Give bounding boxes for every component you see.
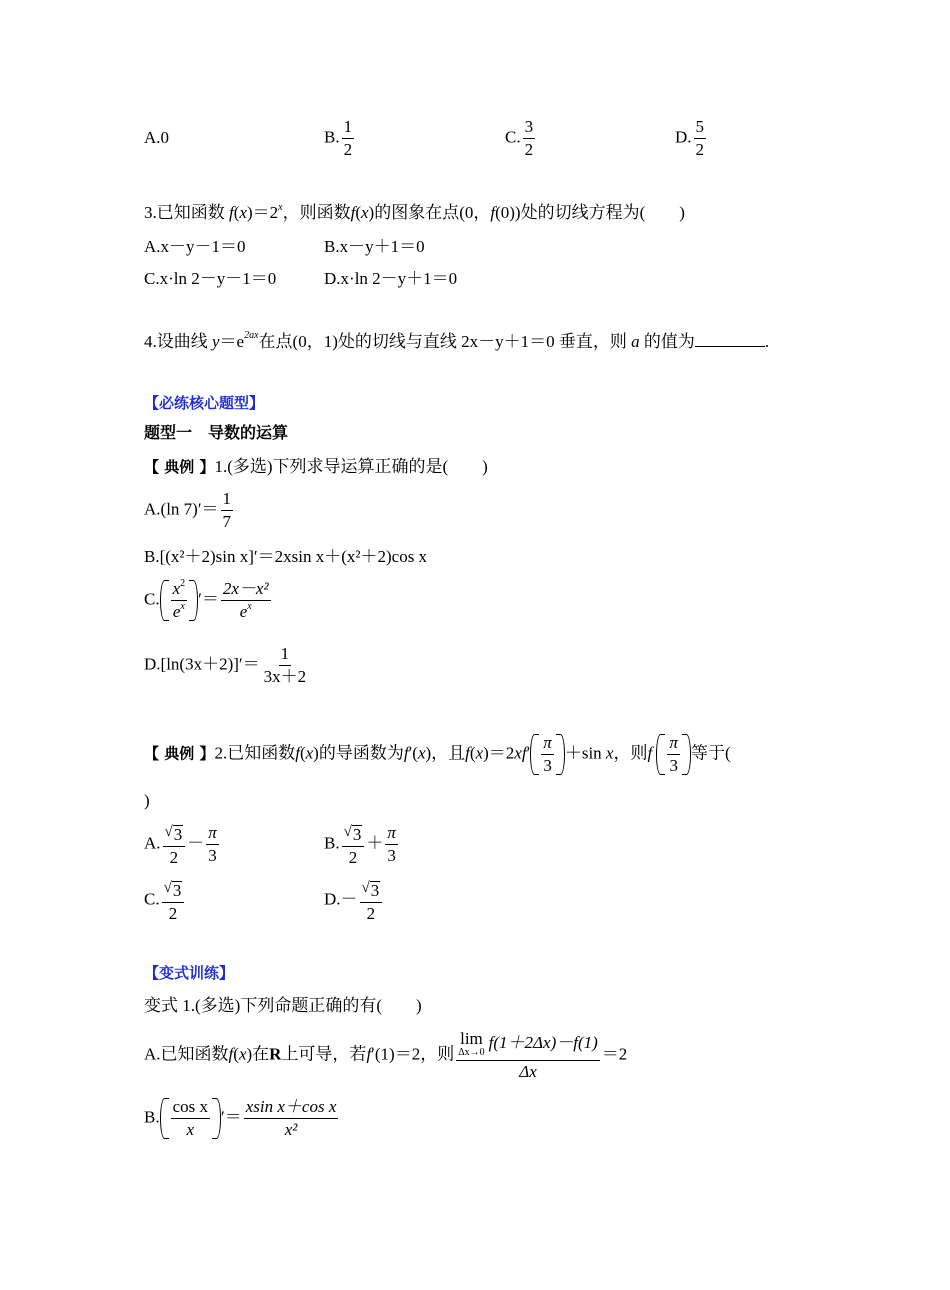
q4-stem: 4.设曲线 $y=e^{2ax}$在点(0，1)处的切线与直线 2x－y＋1＝0 垂直，则 a 的值为 . — [144, 330, 770, 351]
q3-stem: 3.已知函数 $f(x)=2^x$，则函数f(x)的图象在点(0，f(0))处的切线方程为( ) — [144, 202, 685, 222]
q3-option-c: C.x·ln 2－y－1＝0 — [144, 269, 277, 288]
example1-option-a: A.(ln 7)′＝ $\frac{1}{7}$ — [144, 489, 232, 531]
example2-option-a: A. √ 3 2 － $\frac{\pi}{3}$ — [144, 823, 217, 867]
example2-option-d: D.－ √ 3 2 — [324, 878, 384, 923]
example2-stem: 【 典例 】2.已知函数f(x)的导函数为f′(x)，且f(x)＝2xf′ $\frac{\pi}{3}$ ＋sin x，则f $\frac{\pi}{3}$ 等于( — [144, 733, 731, 775]
q2-option-b: B. $\frac{1}{2}$ — [324, 117, 353, 159]
q2-option-c: C. $\frac{3}{2}$ — [505, 117, 534, 159]
q3-option-a: A.x－y－1＝0 — [144, 237, 246, 256]
variant1-option-b: B. $\frac{\text{cos x}}{x}$ ′＝ $\frac{\text{xsin x＋cos x}}{\text{x²}}$ — [144, 1097, 337, 1139]
type-one-title: 题型一 导数的运算 — [144, 423, 289, 442]
variant1-option-a: A.已知函数f(x)在R上可导，若f′(1)＝2，则 lim Δx→0 f(1＋2Δx)－f(1) Δx ＝2 — [144, 1029, 628, 1082]
example2-close-paren: ) — [144, 791, 150, 810]
section-core-header: 【必练核心题型】 — [144, 394, 265, 412]
example1-option-c: C. $\frac{x^2}{e^x}$ ′＝ $\frac{\text{2x－x²}}{e^x}$ — [144, 578, 269, 621]
q2-option-d: D. $\frac{5}{2}$ — [675, 117, 705, 159]
q2-option-a: A.0 — [144, 128, 170, 147]
example1-option-b: B.[(x²＋2)sin x]′＝2xsin x＋(x²＋2)cos x — [144, 547, 428, 566]
variant1-stem: 变式 1.(多选)下列命题正确的有( ) — [144, 996, 422, 1015]
example2-option-b: B. √ 3 2 ＋ $\frac{\pi}{3}$ — [324, 823, 396, 867]
example2-option-c: C. √ 3 2 — [144, 878, 186, 923]
example1-stem: 【 典例 】1.(多选)下列求导运算正确的是( ) — [144, 457, 488, 476]
answer-blank[interactable] — [695, 332, 765, 347]
q3-option-d: D.x·ln 2－y＋1＝0 — [324, 269, 458, 288]
section-variant-header: 【变式训练】 — [144, 964, 235, 982]
q3-option-b: B.x－y＋1＝0 — [324, 237, 425, 256]
example1-option-d: D.[ln(3x＋2)]′＝ $\frac{1}{3x+2}$ — [144, 644, 307, 686]
